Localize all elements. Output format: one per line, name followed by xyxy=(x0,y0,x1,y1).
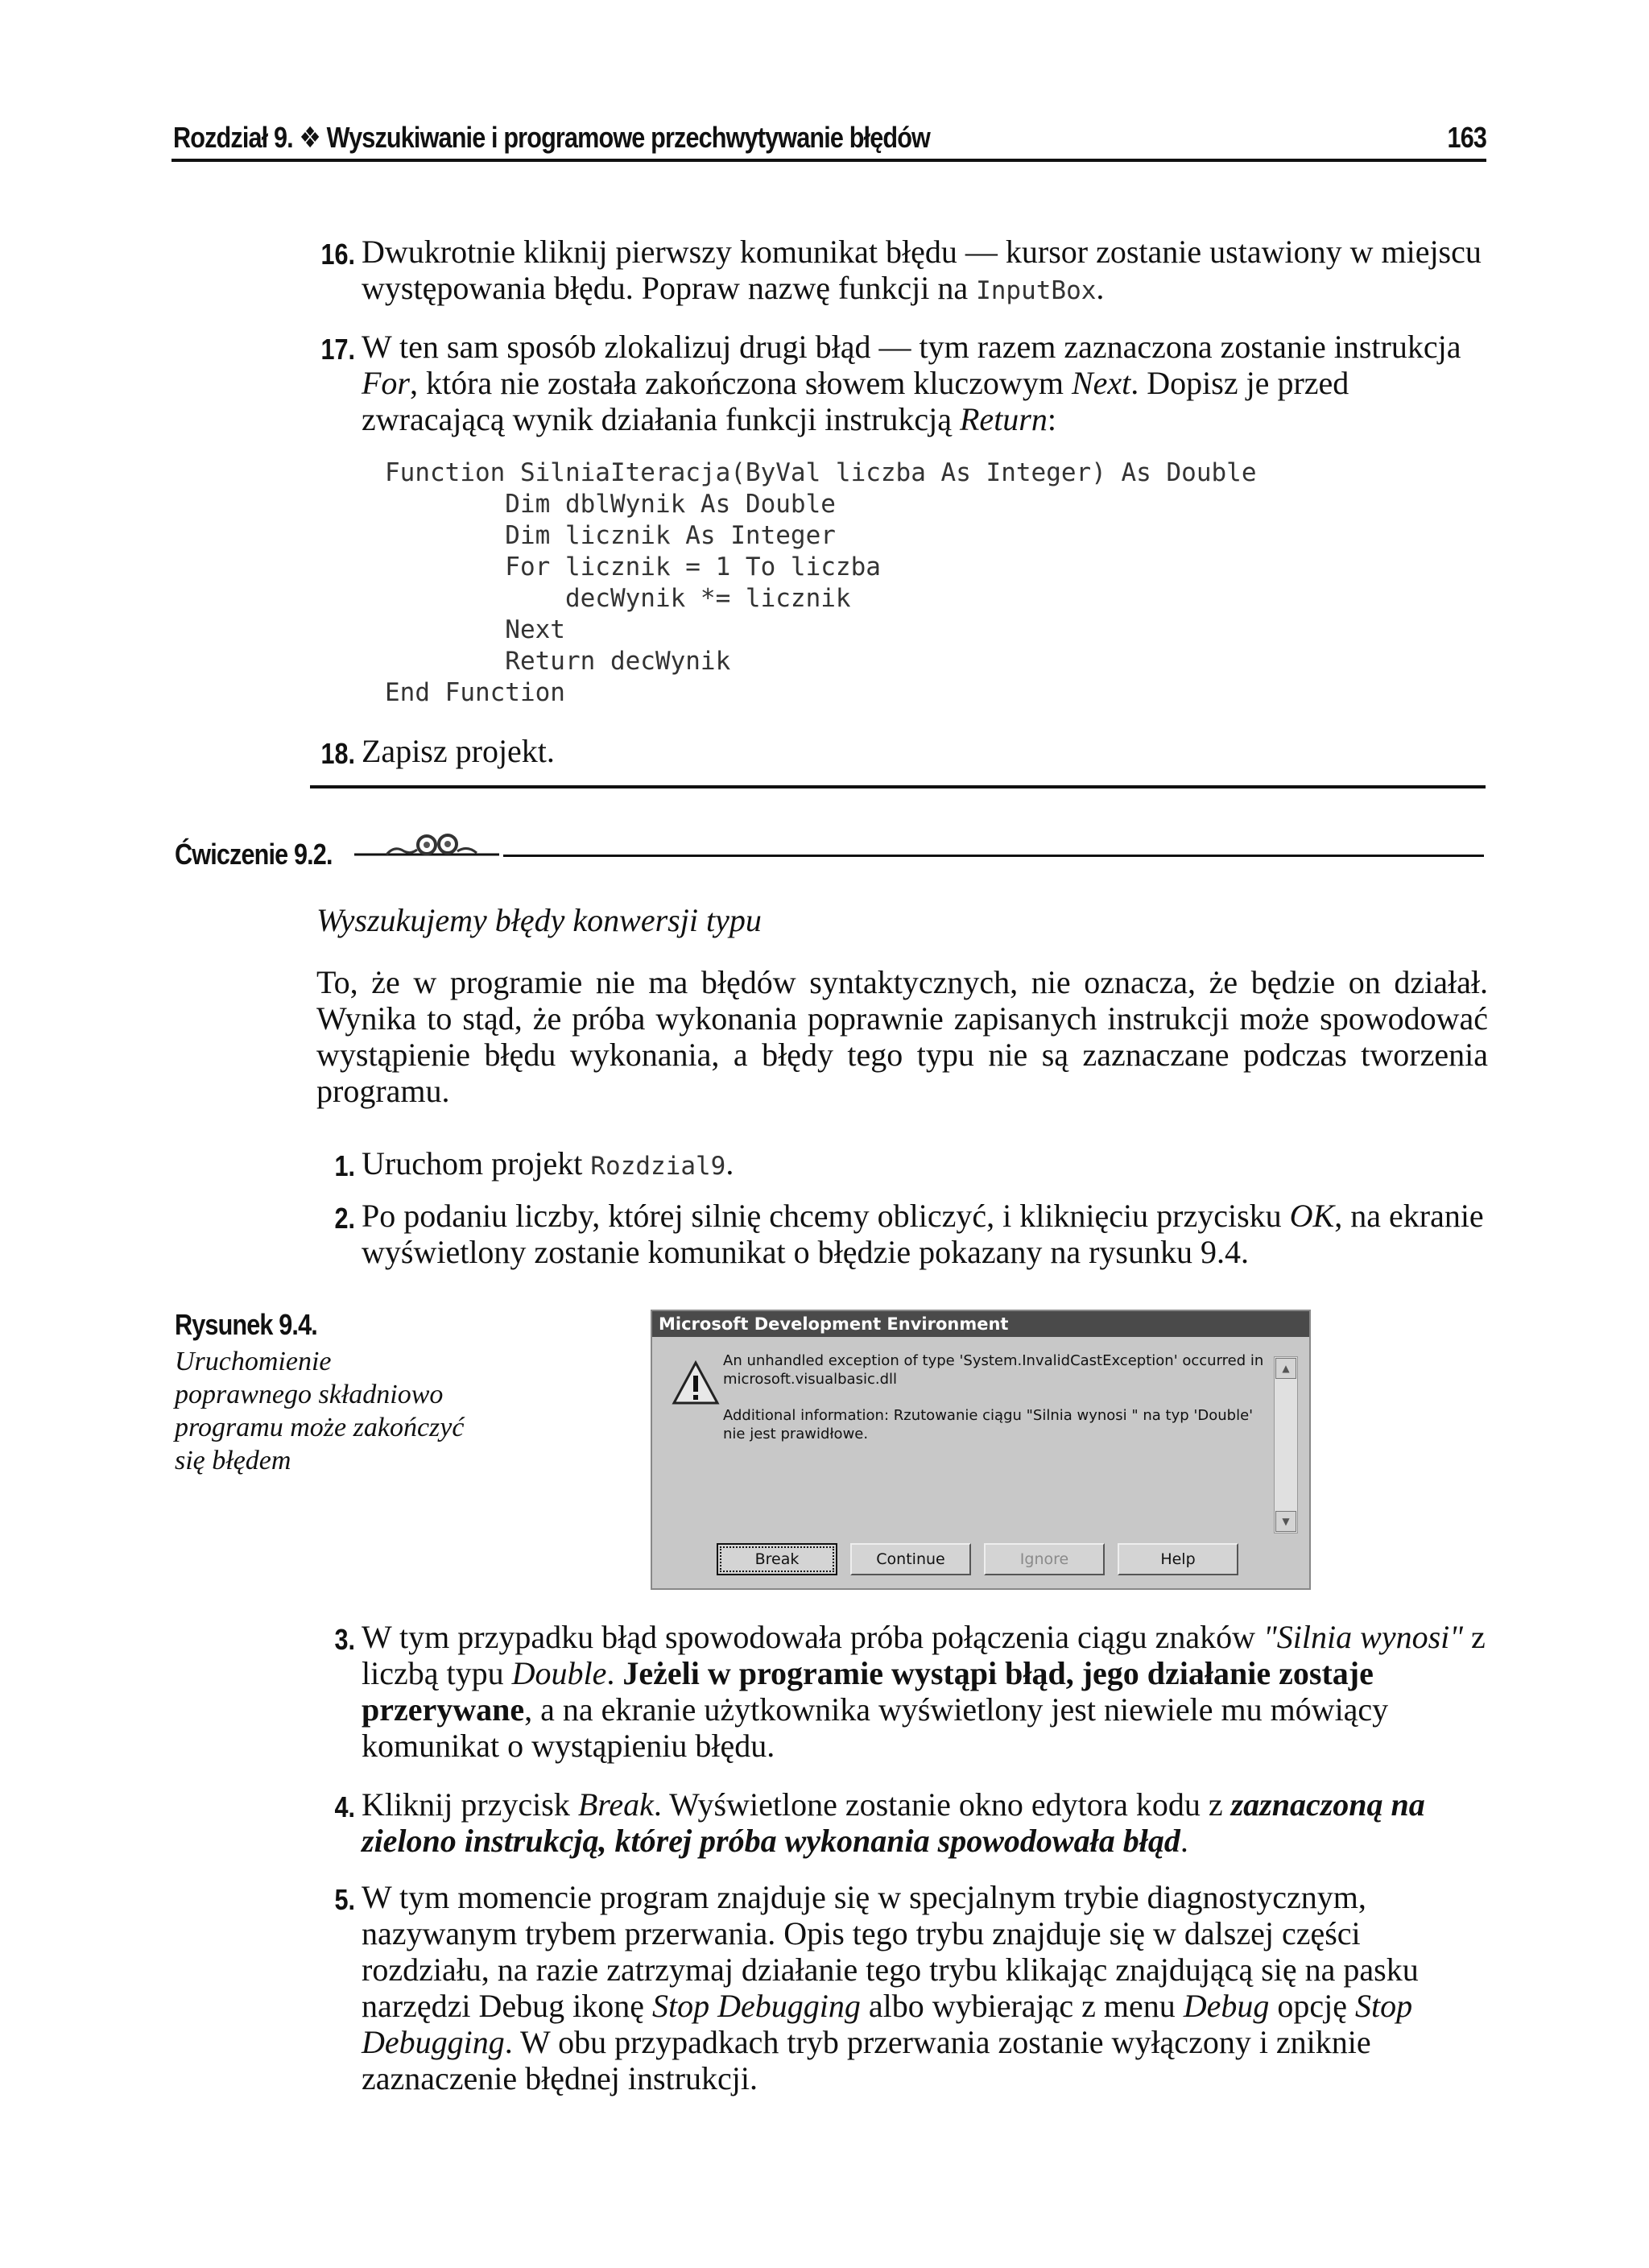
list-item xyxy=(310,1879,1486,2096)
list-item xyxy=(310,1145,1486,1185)
list-item xyxy=(310,234,1486,309)
step-text: W tym momencie program znajduje się w specjalnym trybie diagnostycznym, nazywanym trybem przerwania. Opis tego trybu znajduje się w dalszej części rozdziału, na razie zatrzymaj działanie tego trybu klikając znajdującą się na pasku narzędzi Debug ikonę Stop Debugging albo wybierając z menu Debug opcję Stop Debugging. W obu przypadkach tryb przerwania zostanie wyłączony i zniknie zaznaczenie błędnej instrukcji. xyxy=(362,1879,1419,2096)
step-text: Uruchom projekt Rozdzial9. xyxy=(362,1145,734,1182)
list-item xyxy=(310,1619,1486,1764)
code-line: decWynik *= licznik xyxy=(385,584,851,613)
exception-text: An unhandled exception of type 'System.InvalidCastException' occurred in microsoft.visualbasic.dll xyxy=(723,1352,1264,1388)
dialog-message xyxy=(723,1351,1271,1461)
chapter-header: Rozdział 9. ❖ Wyszukiwanie i programowe przechwytywanie błędów xyxy=(173,121,930,154)
exercise-label: Ćwiczenie 9.2. xyxy=(175,838,333,871)
code-listing xyxy=(385,457,1257,709)
additional-info-text: Additional information: Rzutowanie ciągu "Silnia wynosi " na typ 'Double' nie jest prawidłowe. xyxy=(723,1407,1254,1442)
message-scrollbar[interactable] xyxy=(1274,1356,1298,1533)
step-text: Po podaniu liczby, której silnię chcemy obliczyć, i kliknięciu przycisku OK, na ekranie wyświetlony zostanie komunikat o błędzie pokazany na rysunku 9.4. xyxy=(362,1198,1484,1270)
error-dialog xyxy=(651,1310,1311,1590)
figure-label: Rysunek 9.4. xyxy=(175,1308,317,1341)
step-text: Dwukrotnie kliknij pierwszy komunikat błędu — kursor zostanie ustawiony w miejscu występowania błędu. Popraw nazwę funkcji na InputBox. xyxy=(362,234,1482,306)
dialog-title: Microsoft Development Environment xyxy=(652,1311,1309,1337)
continue-button[interactable]: Continue xyxy=(850,1543,971,1575)
scroll-down-icon[interactable]: ▼ xyxy=(1275,1511,1296,1532)
header-rule xyxy=(172,159,1486,162)
step-number: 4. xyxy=(334,1790,355,1823)
code-line: End Function xyxy=(385,678,565,707)
step-number: 5. xyxy=(334,1883,355,1916)
code-line: Dim licznik As Integer xyxy=(385,521,836,550)
step-number: 2. xyxy=(334,1202,355,1235)
step-number: 16. xyxy=(320,238,355,271)
list-item xyxy=(310,1198,1486,1270)
step-number: 3. xyxy=(334,1623,355,1656)
step-number: 17. xyxy=(320,333,355,366)
step-number: 18. xyxy=(320,737,355,770)
break-button[interactable]: Break xyxy=(717,1543,837,1575)
exercise-title: Wyszukujemy błędy konwersji typu xyxy=(316,902,762,938)
figure-caption: Uruchomienie poprawnego składniowo programu może zakończyć się błędem xyxy=(175,1347,465,1475)
section-rule xyxy=(310,785,1486,788)
code-line: Return decWynik xyxy=(385,647,731,676)
exercise-rule xyxy=(503,855,1484,857)
help-button[interactable]: Help xyxy=(1118,1543,1238,1575)
code-line: Function SilniaIteracja(ByVal liczba As Integer) As Double xyxy=(385,458,1257,487)
step-text: W ten sam sposób zlokalizuj drugi błąd — tym razem zaznaczona zostanie instrukcja For, która nie została zakończona słowem kluczowym Next. Dopisz je przed zwracającą wynik działania funkcji instrukcją Return: xyxy=(362,329,1461,437)
exercise-intro: To, że w programie nie ma błędów syntaktycznych, nie oznacza, że będzie on działał. Wynika to stąd, że próba wykonania poprawnie zapisanych instrukcji może spowodować wystąpienie błędu wykonania, a błędy tego typu nie są zaznaczane podczas tworzenia programu. xyxy=(316,964,1488,1109)
list-item xyxy=(310,1786,1486,1859)
ignore-button: Ignore xyxy=(984,1543,1105,1575)
code-line: Dim dblWynik As Double xyxy=(385,490,836,519)
page-number: 163 xyxy=(1447,121,1486,154)
step-text: Zapisz projekt. xyxy=(362,733,555,769)
step-number: 1. xyxy=(334,1149,355,1182)
step-text: W tym przypadku błąd spowodowała próba połączenia ciągu znaków "Silnia wynosi" z liczbą typu Double. Jeżeli w programie wystąpi błąd, jego działanie zostaje przerywane, a na ekranie użytkownika wyświetlony jest niewiele mu mówiący komunikat o wystąpieniu błędu. xyxy=(362,1619,1486,1764)
scroll-up-icon[interactable]: ▲ xyxy=(1275,1358,1296,1379)
code-line: Next xyxy=(385,615,565,644)
warning-icon xyxy=(672,1360,720,1408)
list-item xyxy=(310,733,1486,769)
list-item xyxy=(310,329,1486,437)
ornament-icon xyxy=(354,830,499,858)
step-text: Kliknij przycisk Break. Wyświetlone zostanie okno edytora kodu z zaznaczoną na zielono instrukcją, której próba wykonania spowodowała błąd. xyxy=(362,1786,1425,1859)
code-line: For licznik = 1 To liczba xyxy=(385,553,881,581)
